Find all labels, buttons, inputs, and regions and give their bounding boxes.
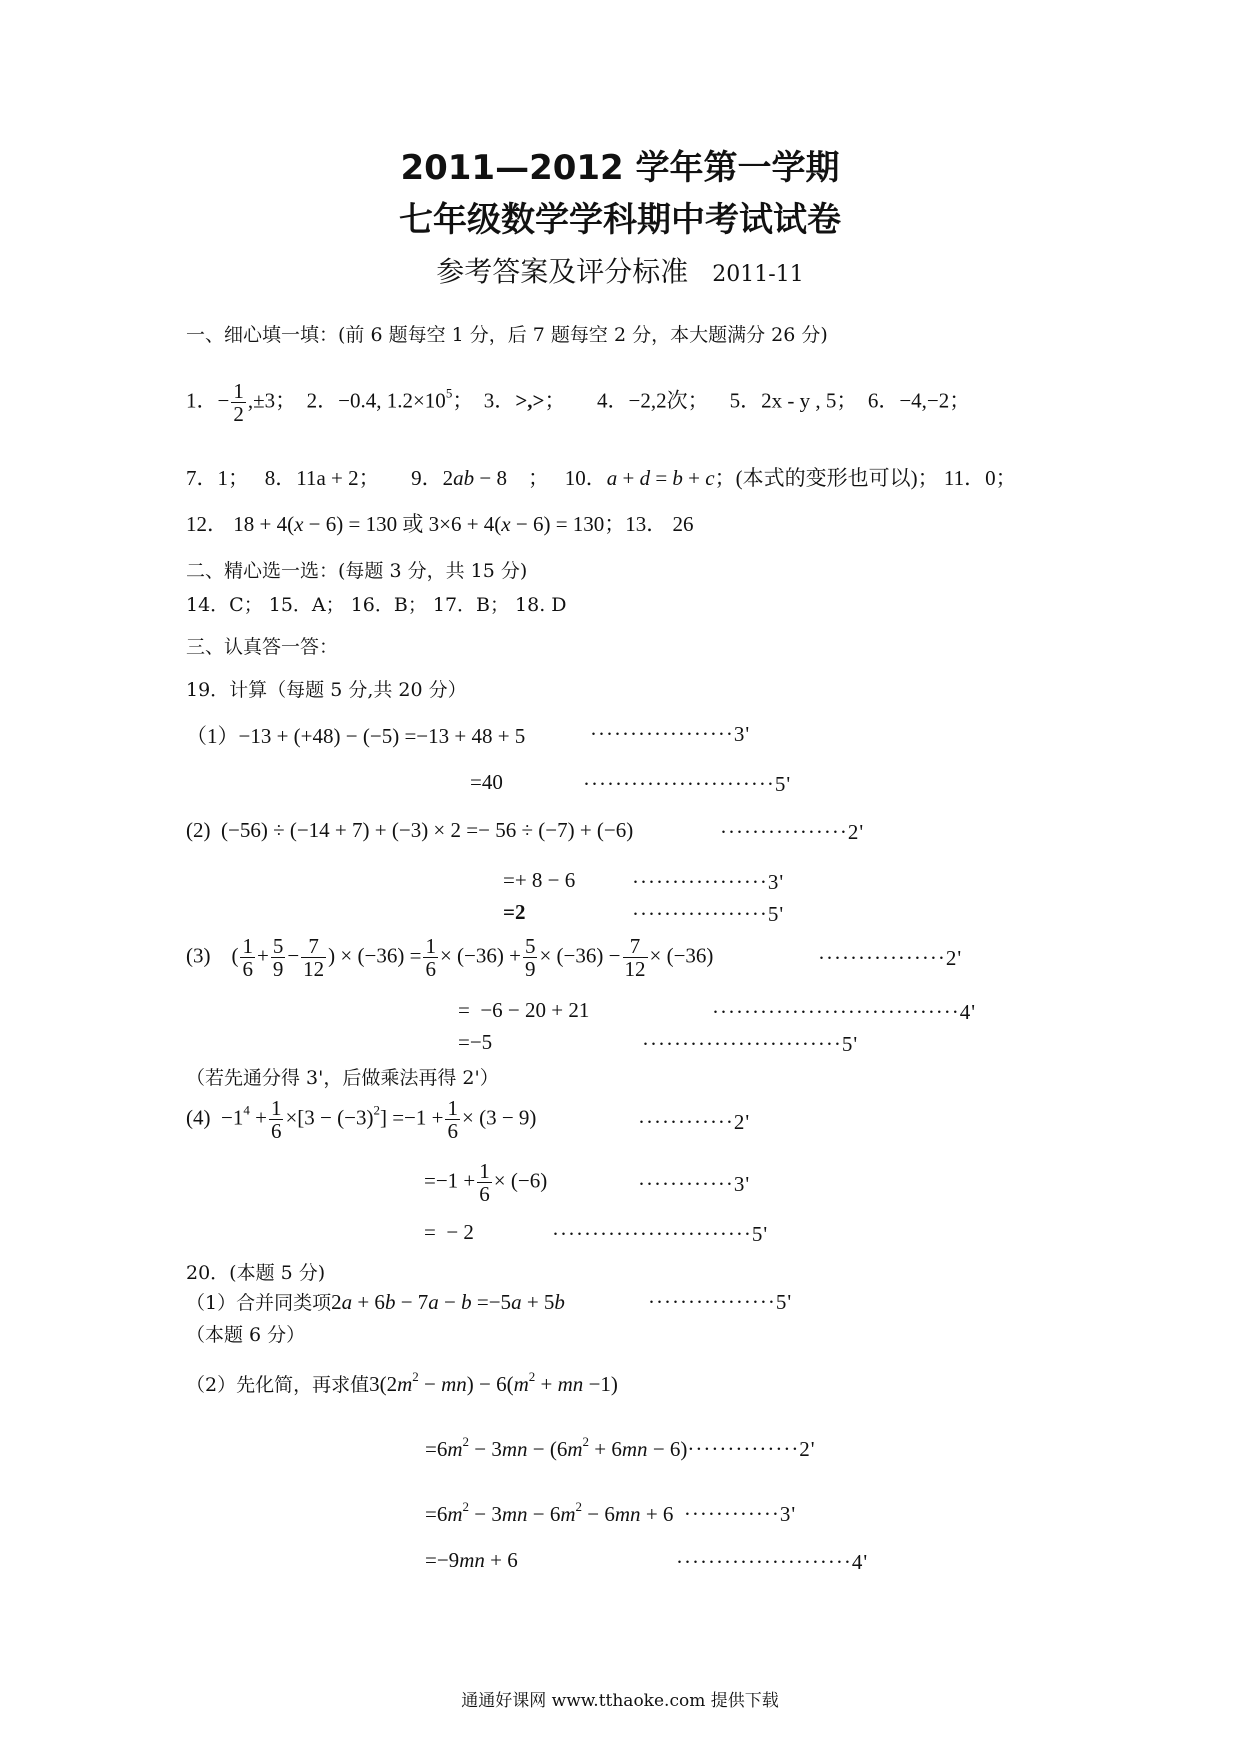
- answers-7-11: 7．1； 8．11a + 2； 9．2ab − 8 ； 10．a + d = b + c；(本式的变形也可以)； 11．0；: [186, 466, 1017, 490]
- q19-2-step2: =+ 8 − 6: [503, 868, 576, 892]
- title-exam: 七年级数学学科期中考试试卷: [399, 200, 841, 240]
- q19-2-score2: ·················3': [632, 870, 785, 894]
- q20-2-step1: （2）先化简，再求值$3(2m^2 - mn) - 6(m^2$ + mn −1): [186, 1369, 618, 1396]
- section1-heading: 一、细心填一填：(前 6 题每空 1 分，后 7 题每空 2 分，本大题满分 26 分): [186, 324, 828, 346]
- section3-heading: 三、认真答一答：: [186, 636, 339, 658]
- section2-heading: 二、精心选一选：(每题 3 分，共 15 分): [186, 560, 528, 582]
- q19-1-score2: ························5': [583, 772, 792, 796]
- section2-answers: 14．C； 15．A； 16．B； 17．B； 18. D: [186, 594, 567, 616]
- footer-download-note: 通通好课网 www.tthaoke.com 提供下载: [461, 1691, 779, 1711]
- q19-4-step3: = − 2: [424, 1220, 474, 1244]
- answers-12-13: 12． 18 + 4(x − 6) = 130 或 3×6 + 4(x − 6) = 130；13． 26: [186, 512, 694, 536]
- q19-4-step2: =−1 + $\frac{1}{6}$ × (−6): [424, 1159, 548, 1207]
- q19-2-score3: ·················5': [632, 902, 785, 926]
- q19-3-step1: (3) ( $\frac{1}{6}$ + $\frac{5}{9}$ − $\frac{7}{12}$ ) × (−36) = $\frac{1}{6}$ × (−36) + $\frac{5}{9}$ × (−36) − $\frac{7}{12}$ × (−36): [186, 934, 714, 982]
- q19-2-step3: =2: [503, 900, 526, 924]
- answers-1-6: 1．− $\frac{1}{2}$ ,±3； 2．−0.4, $1.2\times 10^5$； 3．>,>； 4．−2,2次； 5．2x - y , 5； 6．−4,−2；: [186, 379, 971, 427]
- q20-2-step3: $=6m^2 - 3mn - 6m^2 - 6mn + 6 \cdot\cdot\cdot\cdot\cdot\cdot\cdot\cdot\cdot\cdot\cdot\cdot 3'$: [425, 1499, 797, 1526]
- q19-4-score1: ············2': [638, 1110, 751, 1134]
- q19-3-score1: ················2': [818, 946, 963, 970]
- q20-2-step2: $=6m^2 - 3mn - (6m^2 + 6mn - 6)\cdot\cdot\cdot\cdot\cdot\cdot\cdot\cdot\cdot\cdot\cdot\cdot\cdot\cdot 2'$: [425, 1434, 816, 1461]
- q20-2-score-note: （本题 6 分）: [186, 1324, 306, 1346]
- q19-4-score2: ············3': [638, 1172, 751, 1196]
- q19-2-step1: (2) (−56) ÷ (−14 + 7) + (−3) × 2 =− 56 ÷ (−7) + (−6): [186, 818, 634, 842]
- q19-3-step3: =−5: [458, 1030, 493, 1054]
- q19-1-step2: =40: [470, 770, 503, 794]
- q19-1-step1: （1）−13 + (+48) − (−5) =−13 + 48 + 5: [186, 724, 526, 748]
- q19-4-score3: ·························5': [552, 1222, 769, 1246]
- q19-3-score3: ·························5': [642, 1032, 859, 1056]
- answer-key-label: 参考答案及评分标准: [436, 255, 689, 288]
- question-19-heading: 19．计算（每题 5 分,共 20 分）: [186, 679, 467, 701]
- q20-2-score4: ······················4': [676, 1550, 869, 1574]
- question-20-heading: 20．(本题 5 分): [186, 1262, 326, 1284]
- title-answer-key: [0, 250, 1240, 290]
- q19-3-note: （若先通分得 3'，后做乘法再得 2'）: [186, 1067, 499, 1089]
- exam-date: 2011-11: [712, 262, 804, 287]
- q19-3-score2: ·······························4': [712, 1000, 977, 1024]
- q20-1-label: （1）合并同类项: [186, 1292, 332, 1314]
- q19-4-step1: $(4) -1^4$ + $\frac{1}{6}$ $\times[3 - (-3)^2] =-1$ + $\frac{1}{6}$ × (3 − 9): [186, 1096, 537, 1144]
- q19-2-score1: ················2': [720, 820, 865, 844]
- title-year: 2011—2012 学年第一学期: [400, 148, 840, 188]
- q20-1-score: ················5': [648, 1290, 793, 1314]
- q19-3-step2: = −6 − 20 + 21: [458, 998, 590, 1022]
- q20-2-label: （2）先化简，再求值: [186, 1374, 370, 1396]
- q20-1-step: （1）合并同类项2a + 6b − 7a − b =−5a + 5b: [186, 1290, 565, 1314]
- q20-2-step4: =−9mn + 6: [425, 1548, 518, 1572]
- answer-10-note: (本式的变形也可以): [735, 466, 918, 490]
- q19-1-score1: ··················3': [590, 722, 751, 746]
